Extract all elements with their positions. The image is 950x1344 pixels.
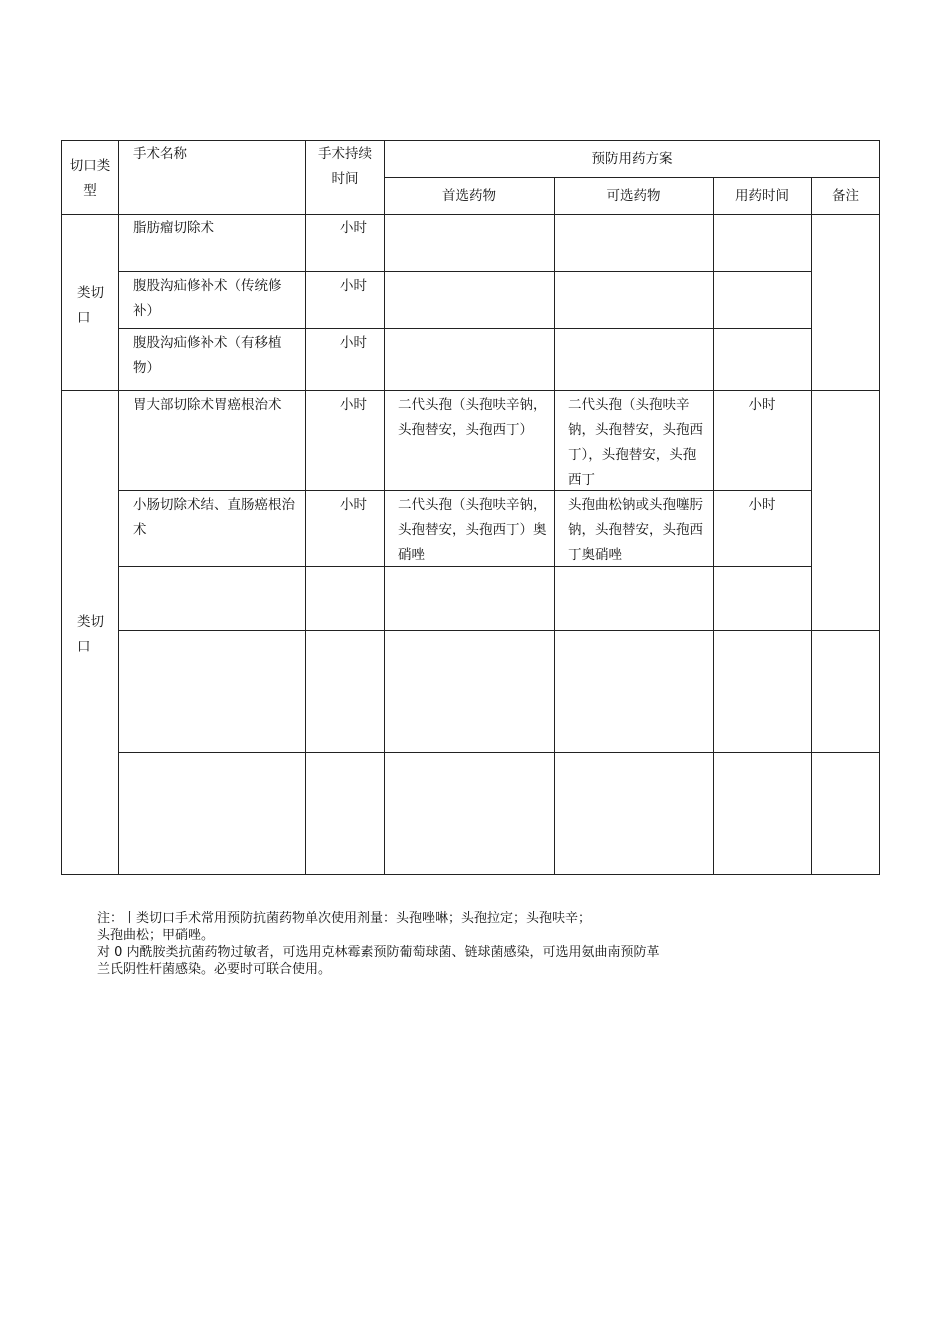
group2-row1-first: 二代头孢（头孢呋辛钠，头孢替安，头孢西丁） (398, 397, 547, 438)
note-line-3: 对 0 内酰胺类抗菌药物过敏者，可选用克林霉素预防葡萄球菌、链球菌感染，可选用氨曲南预防革 (97, 945, 660, 960)
note-line-2: 头孢曲松；甲硝唑。 (97, 928, 215, 943)
header-duration: 手术持续时间 (318, 146, 372, 187)
header-incision-type: 切口类型 (69, 158, 111, 199)
group1-label: 类切口 (77, 285, 104, 326)
group2-row1-duration: 小时 (340, 397, 367, 413)
group2-row2-alt: 头孢曲松钠或头孢噻肟钠，头孢替安，头孢西丁奥硝唑 (568, 497, 703, 563)
group2-row2-first: 二代头孢（头孢呋辛钠，头孢替安，头孢西丁）奥硝唑 (398, 497, 547, 563)
header-first-choice: 首选药物 (442, 188, 496, 204)
group2-label: 类切口 (77, 614, 104, 655)
group2-row1-name: 胃大部切除术胃癌根治术 (133, 397, 282, 413)
group2-row2-name: 小肠切除术结、直肠癌根治术 (133, 497, 295, 538)
group1-row1-duration: 小时 (340, 220, 367, 236)
group1-row3-name: 腹股沟疝修补术（有移植物） (133, 335, 282, 376)
group2-row1-timing: 小时 (748, 397, 776, 413)
header-remarks: 备注 (832, 188, 859, 204)
header-surgery-name: 手术名称 (133, 146, 187, 162)
group2-row1-alt: 二代头孢（头孢呋辛钠，头孢替安，头孢西丁），头孢替安，头孢西丁 (568, 397, 703, 488)
group1-row1-name: 脂肪瘤切除术 (133, 220, 214, 236)
group1-row3-duration: 小时 (340, 335, 367, 351)
group1-row2-name: 腹股沟疝修补术（传统修补） (133, 278, 282, 319)
header-alternative: 可选药物 (606, 188, 661, 204)
note-line-4: 兰氏阴性杆菌感染。必要时可联合使用。 (97, 962, 332, 977)
group2-row2-timing: 小时 (748, 497, 776, 513)
header-plan: 预防用药方案 (591, 151, 673, 167)
group2-row2-duration: 小时 (340, 497, 367, 513)
note-line-1: 注：丨类切口手术常用预防抗菌药物单次使用剂量：头孢唑啉；头孢拉定；头孢呋辛； (97, 911, 592, 926)
header-timing: 用药时间 (735, 188, 789, 204)
group1-row2-duration: 小时 (340, 278, 367, 294)
